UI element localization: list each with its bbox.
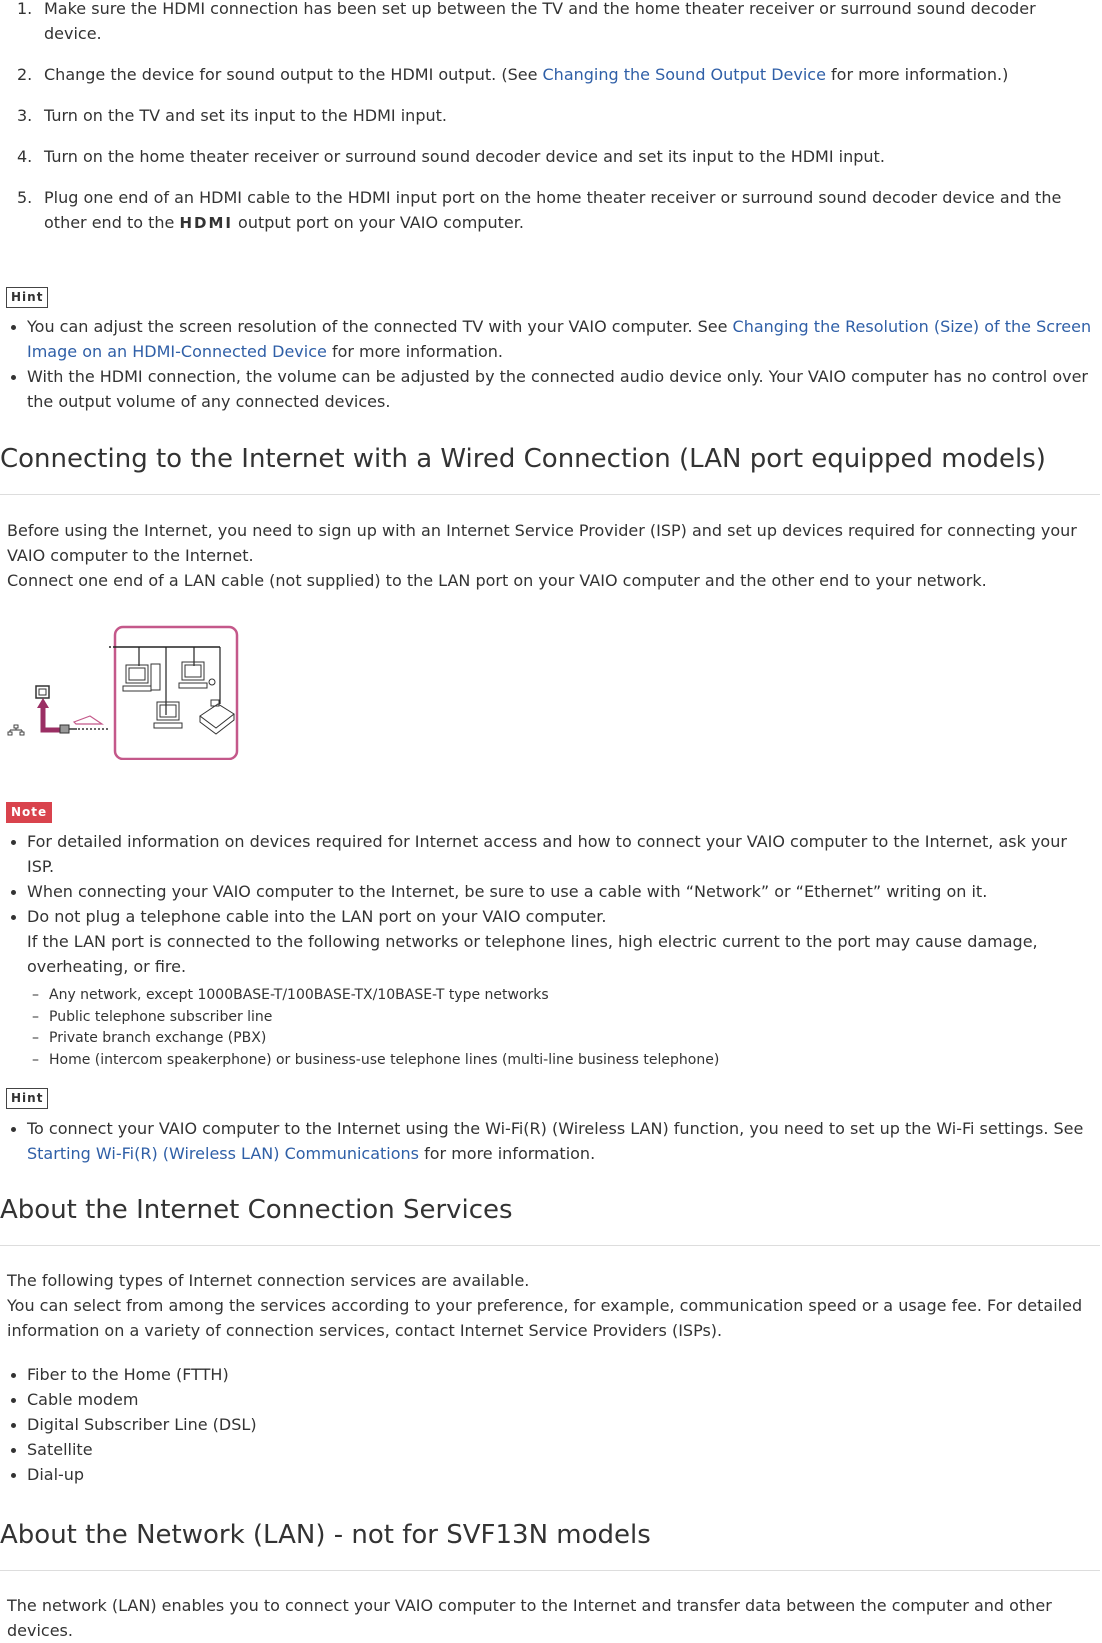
list-item	[0, 904, 1098, 979]
hdmi-port-label: HDMI	[179, 214, 233, 232]
list-item: – Any network, except 1000BASE-T/100BASE-TX/10BASE-T type networks	[0, 985, 900, 1007]
services-intro-text: The following types of Internet connection services are available.	[7, 1271, 530, 1290]
list-item: Fiber to the Home (FTTH)	[0, 1362, 1098, 1387]
network-intro-paragraph: The network (LAN) enables you to connect your VAIO computer to the Internet and transfer data between the computer and other devices.	[7, 1596, 1052, 1640]
desktop-computer-icon	[154, 702, 182, 728]
step-text: Turn on the TV and set its input to the HDMI input.	[44, 106, 447, 125]
list-item	[0, 314, 1098, 364]
step-number: 3.	[17, 106, 33, 125]
list-item	[0, 364, 1098, 414]
list-item: Satellite	[0, 1437, 1098, 1462]
wall-jack-icon	[36, 686, 49, 698]
link-starting-wifi[interactable]: Starting Wi-Fi(R) (Wireless LAN) Communications	[27, 1144, 420, 1163]
step-text: Make sure the HDMI connection has been set up between the TV and the home theater receiver or surround sound decoder device.	[44, 0, 1036, 43]
note-text: For detailed information on devices required for Internet access and how to connect your VAIO computer to the Internet, ask your ISP.	[27, 832, 1067, 876]
hint-tag: Hint	[6, 287, 48, 308]
link-changing-sound-output-device[interactable]: Changing the Sound Output Device	[542, 65, 826, 84]
lan-intro-paragraph	[7, 518, 1092, 593]
hint-text-after: for more information.	[419, 1144, 596, 1163]
step-number: 2.	[17, 65, 33, 84]
hint-text: You can adjust the screen resolution of the connected TV with your VAIO computer. See	[27, 317, 733, 336]
divider	[0, 1245, 1100, 1246]
hint-text: With the HDMI connection, the volume can be adjusted by the connected audio device only. Your VAIO computer has no control over the output volume of any connected devices.	[27, 367, 1088, 411]
printer-icon	[200, 700, 234, 734]
cable-tip-icon	[74, 716, 102, 724]
lan-intro-text: Before using the Internet, you need to sign up with an Internet Service Provider (ISP) and set up devices required for connecting your VAIO computer to the Internet.	[7, 521, 1077, 565]
note-text: Do not plug a telephone cable into the LAN port on your VAIO computer.	[27, 907, 607, 926]
list-item: – Public telephone subscriber line	[0, 1007, 900, 1029]
step-text-after: output port on your VAIO computer.	[232, 213, 524, 232]
step-text: Change the device for sound output to the HDMI output. (See	[44, 65, 543, 84]
step-number: 4.	[17, 147, 33, 166]
step-text-after: for more information.)	[825, 65, 1009, 84]
list-item: – Private branch exchange (PBX)	[0, 1028, 900, 1050]
step-number: 5.	[17, 188, 33, 207]
step-text: Turn on the home theater receiver or surround sound decoder device and set its input to the HDMI input.	[44, 147, 885, 166]
note-text-continued: If the LAN port is connected to the following networks or telephone lines, high electric current to the port may cause damage, overheating, or fire.	[27, 932, 1038, 976]
step-1	[0, 0, 1085, 46]
step-number: 1.	[17, 0, 33, 18]
step-4	[0, 144, 1085, 169]
hint-text-after: for more information.	[326, 342, 503, 361]
hint-text: To connect your VAIO computer to the Internet using the Wi-Fi(R) (Wireless LAN) function, you need to set up the Wi-Fi settings. See	[27, 1119, 1084, 1138]
step-text: Plug one end of an HDMI cable to the HDMI input port on the home theater receiver or surround sound decoder device and the other end to the	[44, 188, 1062, 232]
list-item	[0, 879, 1098, 904]
services-list	[0, 1362, 1098, 1487]
step-5	[0, 185, 1085, 236]
list-item: Cable modem	[0, 1387, 1098, 1412]
link-changing-resolution[interactable]: Changing the Resolution (Size) of the Screen Image on an HDMI-Connected Device	[27, 317, 1092, 361]
hint-list	[0, 314, 1098, 414]
note-sub-list	[0, 985, 900, 1071]
note-list	[0, 829, 1098, 979]
step-2	[0, 62, 1085, 87]
list-item	[0, 829, 1098, 879]
list-item: Dial-up	[0, 1462, 1098, 1487]
section-heading-connection-services: About the Internet Connection Services	[0, 1195, 513, 1225]
desktop-computer-icon	[179, 662, 215, 688]
lan-connection-diagram	[4, 620, 244, 760]
list-item: – Home (intercom speakerphone) or business-use telephone lines (multi-line business telephone)	[0, 1050, 900, 1072]
lan-plug-icon	[60, 725, 77, 733]
hdmi-steps-list	[0, 0, 1085, 252]
note-text: When connecting your VAIO computer to the Internet, be sure to use a cable with “Network” or “Ethernet” writing on it.	[27, 882, 988, 901]
hint-tag: Hint	[6, 1088, 48, 1109]
desktop-computer-icon	[123, 664, 160, 691]
list-item	[0, 1116, 1098, 1166]
arrow-head	[37, 698, 49, 708]
lan-port-icon	[8, 725, 24, 735]
lan-connect-text: Connect one end of a LAN cable (not supplied) to the LAN port on your VAIO computer and the other end to your network.	[7, 571, 987, 590]
hint-list	[0, 1116, 1098, 1166]
services-intro-paragraph	[7, 1268, 1092, 1343]
divider	[0, 494, 1100, 495]
services-detail-text: You can select from among the services according to your preference, for example, communication speed or a usage fee. For detailed information on a variety of connection services, contact Internet Service Providers (ISPs).	[7, 1296, 1083, 1340]
list-item: Digital Subscriber Line (DSL)	[0, 1412, 1098, 1437]
section-heading-network-lan: About the Network (LAN) - not for SVF13N models	[0, 1520, 651, 1550]
step-3	[0, 103, 1085, 128]
note-tag: Note	[6, 802, 52, 823]
section-heading-wired-connection: Connecting to the Internet with a Wired Connection (LAN port equipped models)	[0, 444, 1046, 474]
divider	[0, 1570, 1100, 1571]
